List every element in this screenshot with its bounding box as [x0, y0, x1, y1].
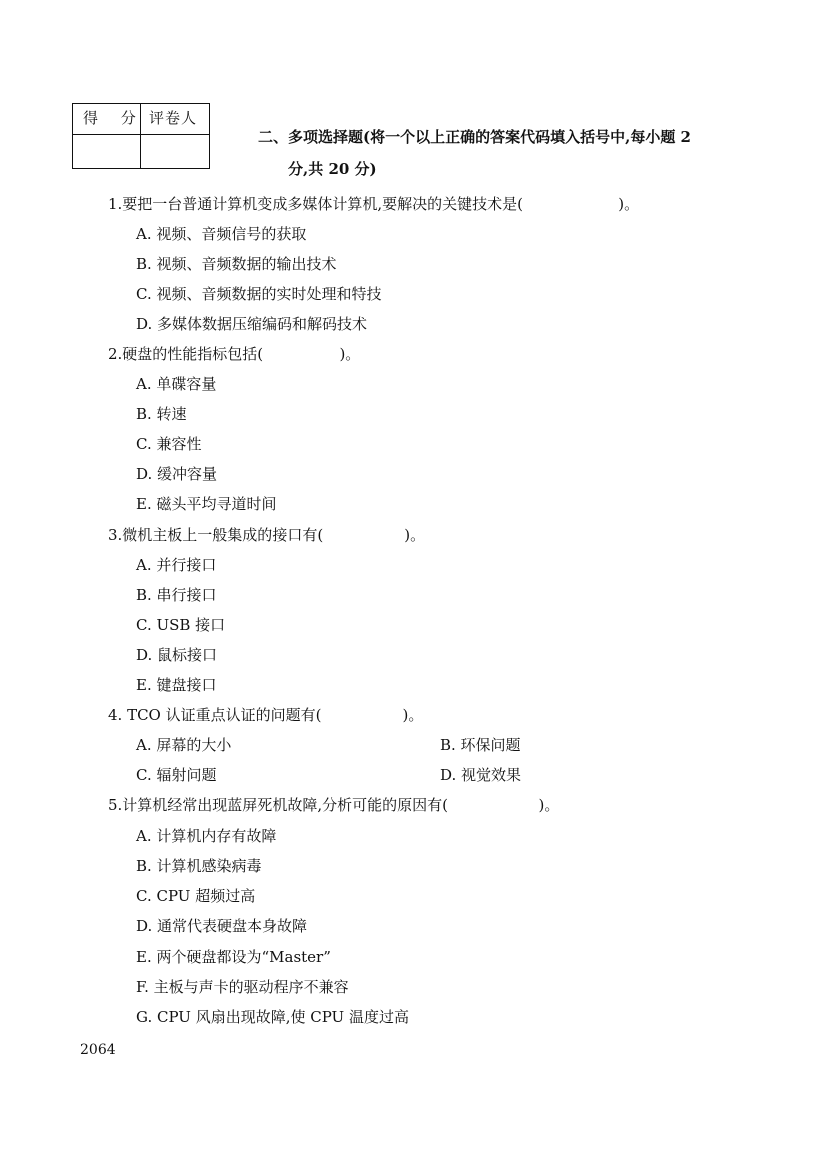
section-title-continued: 分,共 20 分)	[288, 160, 377, 178]
option-item: C. 辐射问题	[136, 766, 217, 784]
option-item: C. USB 接口	[136, 616, 226, 634]
option-item: G. CPU 风扇出现故障,使 CPU 温度过高	[136, 1008, 409, 1026]
grader-label: 评卷人	[149, 109, 198, 127]
option-item: E. 键盘接口	[136, 676, 217, 694]
option-item: A. 视频、音频信号的获取	[136, 225, 307, 243]
section-title: 二、多项选择题(将一个以上正确的答案代码填入括号中,每小题 2	[258, 128, 691, 146]
question-stem: 5.计算机经常出现蓝屏死机故障,分析可能的原因有( )。	[108, 796, 560, 814]
option-item: E. 磁头平均寻道时间	[136, 495, 277, 513]
option-item: B. 计算机感染病毒	[136, 857, 262, 875]
option-item: B. 环保问题	[440, 736, 521, 754]
option-item: D. 缓冲容量	[136, 465, 218, 483]
question-stem: 4. TCO 认证重点认证的问题有( )。	[108, 706, 424, 724]
option-item: D. 多媒体数据压缩编码和解码技术	[136, 315, 368, 333]
page-number: 2064	[80, 1042, 116, 1058]
option-item: B. 视频、音频数据的输出技术	[136, 255, 337, 273]
score-label: 得 分	[83, 109, 145, 127]
option-item: D. 视觉效果	[440, 766, 522, 784]
option-item: A. 并行接口	[136, 556, 217, 574]
option-item: D. 鼠标接口	[136, 646, 218, 664]
question-stem: 1.要把一台普通计算机变成多媒体计算机,要解决的关键技术是( )。	[108, 195, 640, 213]
option-item: B. 转速	[136, 405, 187, 423]
score-box	[72, 103, 210, 169]
option-item: D. 通常代表硬盘本身故障	[136, 917, 308, 935]
option-item: A. 计算机内存有故障	[136, 827, 277, 845]
option-item: C. 视频、音频数据的实时处理和特技	[136, 285, 382, 303]
score-box-row-divider	[73, 134, 209, 135]
option-item: F. 主板与声卡的驱动程序不兼容	[136, 978, 349, 996]
option-item: B. 串行接口	[136, 586, 217, 604]
option-item: A. 屏幕的大小	[136, 736, 232, 754]
question-stem: 3.微机主板上一般集成的接口有( )。	[108, 526, 426, 544]
option-item: C. 兼容性	[136, 435, 202, 453]
option-item: C. CPU 超频过高	[136, 887, 256, 905]
option-item: A. 单碟容量	[136, 375, 217, 393]
option-item: E. 两个硬盘都设为“Master”	[136, 948, 331, 966]
question-stem: 2.硬盘的性能指标包括( )。	[108, 345, 361, 363]
